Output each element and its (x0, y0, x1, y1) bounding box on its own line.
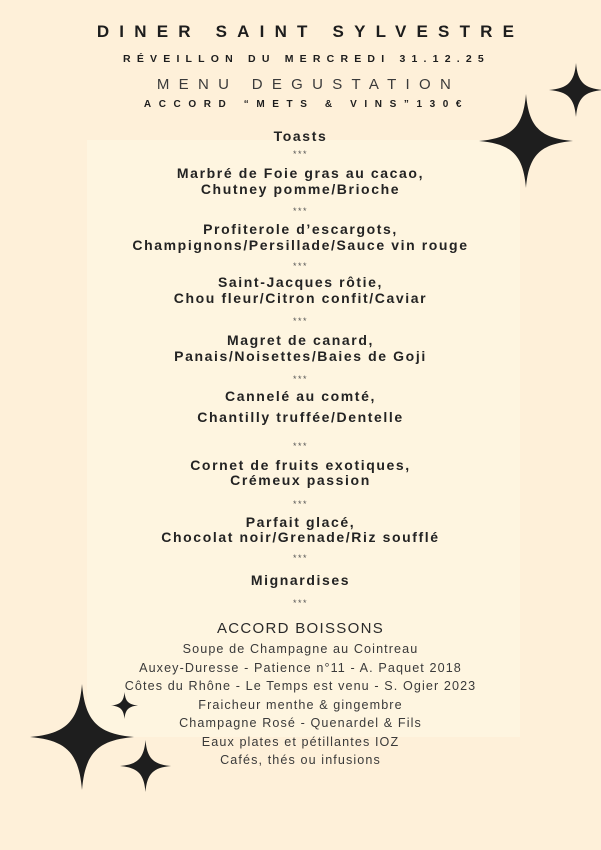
beverage-item: Auxey-Duresse - Patience n°11 - A. Paquet 2018 (139, 661, 462, 675)
course-cannele-desc: Chantilly truffée/Dentelle (197, 409, 404, 425)
course-parfait-desc: Chocolat noir/Grenade/Riz soufflé (161, 529, 440, 545)
separator: *** (292, 499, 308, 509)
menu-name: MENU DEGUSTATION (156, 76, 461, 93)
separator: *** (292, 553, 308, 563)
sparkle-star-icon (120, 740, 171, 792)
course-cornet-desc: Crémeux passion (230, 472, 371, 488)
separator: *** (292, 149, 308, 159)
beverage-item: Côtes du Rhône - Le Temps est venu - S. Ogier 2023 (124, 679, 477, 693)
course-magret-desc: Panais/Noisettes/Baies de Goji (174, 348, 427, 364)
beverage-item: Cafés, thés ou infusions (220, 753, 381, 767)
sparkle-star-icon (479, 94, 573, 188)
beverage-item: Champagne Rosé - Quenardel & Fils (179, 716, 422, 730)
beverage-item: Fraicheur menthe & gingembre (198, 698, 403, 712)
separator: *** (292, 261, 308, 271)
course-parfait-title: Parfait glacé, (245, 514, 356, 530)
pairing-price: ACCORD “METS & VINS”130€ (143, 99, 470, 110)
separator: *** (292, 206, 308, 216)
course-mignardises: Mignardises (250, 572, 351, 588)
beverage-item: Eaux plates et pétillantes IOZ (201, 735, 400, 749)
course-saint-jacques-title: Saint-Jacques rôtie, (217, 274, 384, 290)
separator: *** (292, 441, 308, 451)
separator: *** (292, 598, 308, 608)
course-cornet-title: Cornet de fruits exotiques, (190, 457, 411, 473)
separator: *** (292, 374, 308, 384)
course-cannele-title: Cannelé au comté, (225, 388, 376, 404)
event-date: RÉVEILLON DU MERCREDI 31.12.25 (123, 53, 490, 65)
course-profiterole-desc: Champignons/Persillade/Sauce vin rouge (132, 237, 469, 253)
course-magret-title: Magret de canard, (226, 332, 374, 348)
sparkle-star-icon (111, 692, 138, 719)
beverage-item: Soupe de Champagne au Cointreau (182, 642, 419, 656)
separator: *** (292, 316, 308, 326)
course-profiterole-title: Profiterole d’escargots, (203, 221, 398, 237)
course-foie-gras-title: Marbré de Foie gras au cacao, (176, 165, 425, 181)
course-toasts: Toasts (273, 128, 328, 144)
course-saint-jacques-desc: Chou fleur/Citron confit/Caviar (173, 290, 428, 306)
course-foie-gras-desc: Chutney pomme/Brioche (200, 181, 401, 197)
beverages-title: ACCORD BOISSONS (216, 620, 385, 637)
page-title: DINER SAINT SYLVESTRE (96, 22, 525, 41)
